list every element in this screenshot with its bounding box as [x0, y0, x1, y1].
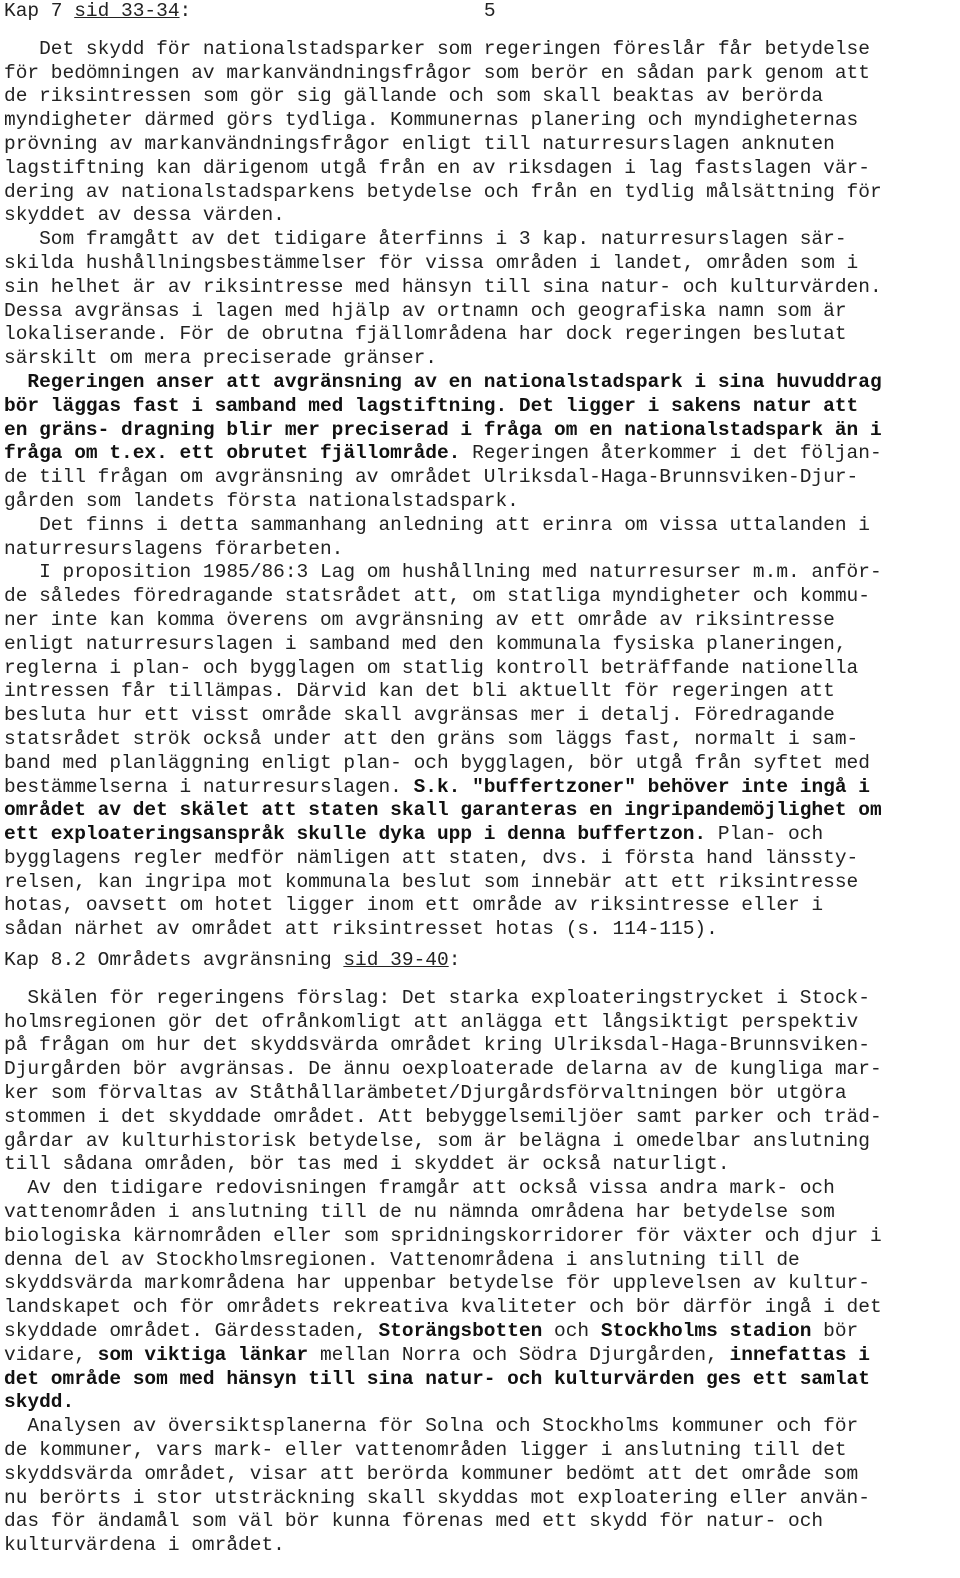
text-line — [4, 1106, 956, 1130]
text-segment: bör — [811, 1320, 859, 1343]
text-segment: kulturvärdena i området. — [4, 1534, 285, 1557]
text-line — [4, 514, 956, 538]
text-segment: gårdar av kulturhistorisk betydelse, som är belägna i omedelbar anslutning — [4, 1129, 870, 1152]
text-segment: myndigheter därmed görs tydliga. Kommunernas planering och myndigheternas — [4, 109, 859, 132]
text-segment: skyddet av dessa värden. — [4, 204, 285, 227]
text-line — [4, 633, 956, 657]
text-line — [4, 300, 956, 324]
text-line — [4, 585, 956, 609]
text-segment: Regeringen återkommer i det följan- — [460, 442, 882, 465]
text-line — [4, 395, 956, 419]
text-segment: holmsregionen gör det ofrånkomligt att anlägga ett långsiktigt perspektiv — [4, 1010, 859, 1033]
text-line — [4, 1296, 956, 1320]
text-line — [4, 823, 956, 847]
text-line — [4, 847, 956, 871]
text-segment: lagstiftning kan därigenom utgå från en av riksdagen i lag fastslagen vär- — [4, 156, 870, 179]
text-segment: Djurgården bör avgränsas. De ännu oexploaterade delarna av de kungliga mar- — [4, 1058, 882, 1081]
text-segment: mellan Norra och Södra Djurgården, — [308, 1343, 730, 1366]
text-line — [4, 466, 956, 490]
text-segment: intressen får tillämpas. Därvid kan det bli aktuellt för regeringen att — [4, 680, 835, 703]
section-header-kap8-2 — [4, 949, 956, 973]
text-segment: skyddsvärda markområdena har uppenbar betydelse för upplevelsen av kultur- — [4, 1272, 870, 1295]
text-segment: de riksintressen som gör sig gällande och som skall beaktas av berörda — [4, 85, 824, 108]
text-segment: de således föredragande statsrådet att, om statliga myndigheter och kommu- — [4, 585, 870, 608]
section-kap7-body — [4, 38, 956, 942]
text-line — [4, 680, 956, 704]
text-segment: till sådana områden, bör tas med i skyddet är också naturligt. — [4, 1153, 730, 1176]
text-line — [4, 490, 956, 514]
text-segment: Plan- och — [706, 823, 824, 846]
text-line — [4, 1201, 956, 1225]
text-line — [4, 1130, 956, 1154]
text-segment: nu berörts i stor utsträckning skall skyddas mot exploatering eller använ- — [4, 1486, 870, 1509]
section-kap8-2-body — [4, 987, 956, 1558]
text-line — [4, 1463, 956, 1487]
text-segment: Analysen av översiktsplanerna för Solna och Stockholms kommuner och för — [4, 1415, 859, 1438]
bold-segment: ett exploateringsanspråk skulle dyka upp i denna buffertzon. — [4, 823, 707, 846]
text-segment: stommen i det skyddade området. Att bebyggelsemiljöer samt parker och träd- — [4, 1105, 882, 1128]
text-line — [4, 657, 956, 681]
text-line — [4, 752, 956, 776]
text-segment: hotas, oavsett om hotet ligger inom ett område av riksintresse eller i — [4, 894, 824, 917]
text-segment: statsrådet strök också under att den gräns som läggs fast, normalt i sam- — [4, 727, 859, 750]
text-line — [4, 1368, 956, 1392]
bold-segment: Regeringen anser att avgränsning av en nationalstadspark i sina huvuddrag — [4, 370, 882, 393]
text-segment: reglerna i plan- och bygglagen om statlig kontroll beträffande nationella — [4, 656, 859, 679]
text-line — [4, 1534, 956, 1558]
text-segment: de till frågan om avgränsning av området Ulriksdal-Haga-Brunnsviken-Djur- — [4, 466, 859, 489]
bold-segment: Storängsbotten — [378, 1320, 543, 1343]
bold-segment: bör läggas fast i samband med lagstiftning. Det ligger i sakens natur att — [4, 394, 859, 417]
document-page — [4, 0, 956, 1578]
text-segment: de kommuner, vars mark- eller vattenområden ligger i anslutning till det — [4, 1439, 847, 1462]
text-line — [4, 38, 956, 62]
bold-segment: det område som med hänsyn till sina natur- och kulturvärden ges ett samlat — [4, 1367, 870, 1390]
text-segment: enligt naturresurslagen i samband med den kommunala fysiska planeringen, — [4, 632, 847, 655]
text-line — [4, 276, 956, 300]
text-line — [4, 204, 956, 228]
text-line — [4, 1439, 956, 1463]
text-segment: Av den tidigare redovisningen framgår att också vissa andra mark- och — [4, 1177, 835, 1200]
text-segment: Som framgått av det tidigare återfinns i 3 kap. naturresurslagen sär- — [4, 228, 847, 251]
text-segment: sådan närhet av området att riksintresset hotas (s. 114-115). — [4, 918, 718, 941]
text-line — [4, 1487, 956, 1511]
text-line — [4, 987, 956, 1011]
text-segment: landskapet och för områdets rekreativa kvaliteter och bör därför ingå i det — [4, 1296, 882, 1319]
text-segment: Dessa avgränsas i lagen med hjälp av ortnamn och geografiska namn som är — [4, 299, 847, 322]
text-segment: bygglagens regler medför nämligen att staten, dvs. i första hand länssty- — [4, 846, 859, 869]
text-segment: sin helhet är av riksintresse med hänsyn till sina natur- och kulturvärden. — [4, 275, 882, 298]
bold-segment: skydd. — [4, 1391, 75, 1414]
text-segment: besluta hur ett visst område skall avgränsas mer i detalj. Föredragande — [4, 704, 835, 727]
bold-segment: Stockholms stadion — [600, 1320, 812, 1343]
text-segment: och — [542, 1320, 601, 1343]
text-segment: das för ändamål som väl bör kunna förenas med ett skydd för natur- och — [4, 1510, 824, 1533]
text-line — [4, 347, 956, 371]
text-line — [4, 1034, 956, 1058]
text-segment: skilda hushållningsbestämmelser för vissa områden i landet, områden som i — [4, 251, 859, 274]
text-line — [4, 609, 956, 633]
text-segment: för bedömningen av markanvändningsfrågor som berör en sådan park genom att — [4, 61, 870, 84]
text-line — [4, 894, 956, 918]
text-line — [4, 918, 956, 942]
bold-segment: som viktiga länkar — [97, 1343, 309, 1366]
text-segment: vidare, — [4, 1343, 98, 1366]
text-line — [4, 1344, 956, 1368]
text-segment: bestämmelserna i naturresurslagen. — [4, 775, 414, 798]
text-line — [4, 728, 956, 752]
text-segment: denna del av Stockholmsregionen. Vattenområdena i anslutning till de — [4, 1248, 800, 1271]
section-colon: : — [448, 949, 461, 972]
text-line — [4, 85, 956, 109]
text-line — [4, 1249, 956, 1273]
text-line — [4, 323, 956, 347]
text-line — [4, 109, 956, 133]
text-segment: ner inte kan komma överens om avgränsning av ett område av riksintresse — [4, 608, 835, 631]
text-line — [4, 181, 956, 205]
text-line — [4, 538, 956, 562]
text-segment: skyddsvärda området, visar att berörda kommuner bedömt att det område som — [4, 1462, 859, 1485]
text-segment: relsen, kan ingripa mot kommunala beslut som innebär att ett riksintresse — [4, 870, 859, 893]
pages-link[interactable]: sid 33-34 — [74, 0, 180, 22]
text-segment: I proposition 1985/86:3 Lag om hushållning med naturresurser m.m. anför- — [4, 561, 882, 584]
text-segment: lokaliserande. För de obrutna fjällområdena har dock regeringen beslutat — [4, 323, 847, 346]
text-line — [4, 419, 956, 443]
text-segment: på frågan om hur det skyddsvärda området kring Ulriksdal-Haga-Brunnsviken- — [4, 1034, 870, 1057]
bold-segment: en gräns- dragning blir mer preciserad i fråga om en nationalstadspark än i — [4, 418, 882, 441]
section-title: Kap 8.2 Områdets avgränsning — [4, 949, 344, 972]
text-segment: band med planläggning enligt plan- och bygglagen, bör utgå från syftet med — [4, 751, 870, 774]
text-line — [4, 1510, 956, 1534]
text-line — [4, 1320, 956, 1344]
text-line — [4, 1272, 956, 1296]
text-line — [4, 871, 956, 895]
text-line — [4, 157, 956, 181]
bold-segment: innefattas i — [729, 1343, 870, 1366]
text-line — [4, 799, 956, 823]
text-segment: Det skydd för nationalstadsparker som regeringen föreslår får betydelse — [4, 37, 870, 60]
text-segment: Det finns i detta sammanhang anledning att erinra om vissa uttalanden i — [4, 513, 870, 536]
text-line — [4, 704, 956, 728]
text-line — [4, 561, 956, 585]
text-line — [4, 442, 956, 466]
header-colon: : — [179, 0, 192, 22]
text-segment: vattenområden i anslutning till de nu nämnda områdena har betydelse som — [4, 1201, 835, 1224]
text-line — [4, 1082, 956, 1106]
text-line — [4, 1177, 956, 1201]
text-segment: Skälen för regeringens förslag: Det starka exploateringstrycket i Stock- — [4, 986, 870, 1009]
text-line — [4, 1011, 956, 1035]
text-line — [4, 1415, 956, 1439]
bold-segment: S.k. "buffertzoner" behöver inte ingå i — [413, 775, 870, 798]
text-line — [4, 252, 956, 276]
text-segment: prövning av markanvändningsfrågor enligt till naturresurslagen anknuten — [4, 132, 835, 155]
text-line — [4, 776, 956, 800]
text-line — [4, 133, 956, 157]
text-segment: ker som förvaltas av Ståthållarämbetet/Djurgårdsförvaltningen bör utgöra — [4, 1082, 847, 1105]
bold-segment: området av det skälet att staten skall garanteras en ingripandemöjlighet om — [4, 799, 882, 822]
text-segment: biologiska kärnområden eller som spridningskorridorer för växter och djur i — [4, 1224, 882, 1247]
text-segment: naturresurslagens förarbeten. — [4, 537, 344, 560]
page-number: 5 — [483, 0, 496, 22]
page-header — [4, 0, 956, 24]
text-line — [4, 62, 956, 86]
bold-segment: fråga om t.ex. ett obrutet fjällområde. — [4, 442, 461, 465]
text-line — [4, 371, 956, 395]
text-segment: särskilt om mera preciserade gränser. — [4, 347, 437, 370]
section-pages-link[interactable]: sid 39-40 — [343, 949, 449, 972]
chapter-label: Kap 7 — [4, 0, 75, 22]
text-line — [4, 1391, 956, 1415]
text-line — [4, 1153, 956, 1177]
text-line — [4, 228, 956, 252]
text-segment: gården som landets första nationalstadspark. — [4, 489, 519, 512]
text-line — [4, 1058, 956, 1082]
text-segment: skyddade området. Gärdesstaden, — [4, 1320, 379, 1343]
text-line — [4, 1225, 956, 1249]
text-segment: dering av nationalstadsparkens betydelse och från en tydlig målsättning för — [4, 180, 882, 203]
